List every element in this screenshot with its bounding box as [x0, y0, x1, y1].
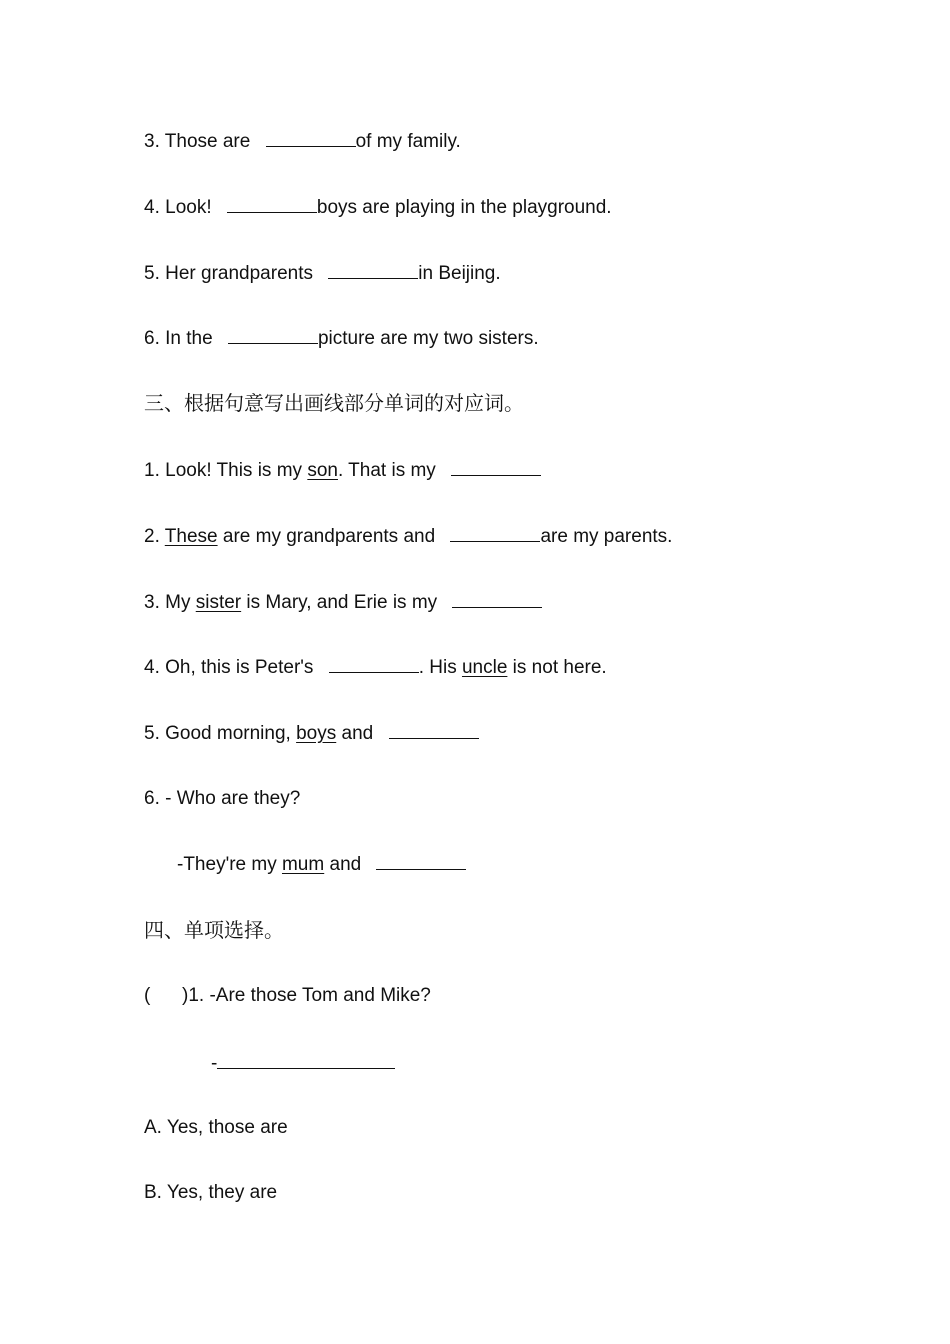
- underlined-word: son: [307, 460, 338, 481]
- underlined-word: These: [164, 526, 218, 547]
- underlined-word: mum: [281, 854, 325, 875]
- question-text: -They're my: [177, 854, 282, 875]
- underlined-word: uncle: [461, 657, 508, 678]
- question-text: . That is my: [337, 460, 442, 481]
- question-line: [144, 721, 479, 746]
- question-line: [144, 458, 541, 483]
- underlined-word: sister: [195, 592, 242, 613]
- question-text: 4. Look!: [144, 197, 217, 218]
- option-a: A. Yes, those are: [144, 1117, 288, 1138]
- question-line: [144, 326, 539, 351]
- question-text: 6. In the: [144, 328, 218, 349]
- question-line: [177, 852, 466, 877]
- question-line: ( )1. -Are those Tom and Mike?: [144, 985, 431, 1006]
- section-heading: 四、单项选择。: [144, 918, 284, 942]
- section-heading: 三、根据句意写出画线部分单词的对应词。: [144, 391, 524, 415]
- question-line: [144, 655, 607, 680]
- answer-line: [211, 1051, 395, 1076]
- question-line: [144, 129, 461, 154]
- question-text: picture are my two sisters.: [317, 328, 539, 349]
- question-text: 5. Good morning,: [144, 723, 297, 744]
- question-text: 3. Those are: [144, 131, 256, 152]
- answer-blank[interactable]: [376, 852, 466, 870]
- answer-blank[interactable]: [452, 590, 542, 608]
- question-text: 3. My: [144, 592, 196, 613]
- question-text: are my parents.: [540, 526, 673, 547]
- question-text: in Beijing.: [418, 263, 501, 284]
- answer-blank[interactable]: [217, 1051, 395, 1069]
- answer-blank[interactable]: [266, 129, 356, 147]
- answer-prefix: -: [211, 1053, 218, 1074]
- answer-blank[interactable]: [328, 261, 418, 279]
- answer-blank[interactable]: [451, 458, 541, 476]
- answer-blank[interactable]: [450, 524, 540, 542]
- question-text: boys are playing in the playground.: [316, 197, 612, 218]
- question-text: 5. Her grandparents: [144, 263, 319, 284]
- question-text: 4. Oh, this is Peter's: [144, 657, 319, 678]
- option-b: B. Yes, they are: [144, 1182, 278, 1203]
- answer-blank[interactable]: [228, 326, 318, 344]
- question-text: is Mary, and Erie is my: [241, 592, 443, 613]
- answer-blank[interactable]: [227, 195, 317, 213]
- question-line: [144, 787, 300, 811]
- underlined-word: boys: [296, 723, 337, 744]
- question-text: 1. Look! This is my: [144, 460, 308, 481]
- question-text: is not here.: [507, 657, 607, 678]
- question-text: are my grandparents and: [217, 526, 441, 547]
- question-text: . His: [418, 657, 462, 678]
- question-line: [144, 261, 501, 286]
- question-text: of my family.: [355, 131, 461, 152]
- question-text: and: [336, 723, 379, 744]
- question-text: and: [324, 854, 367, 875]
- question-line: [144, 195, 612, 220]
- answer-blank[interactable]: [329, 655, 419, 673]
- question-line: [144, 590, 542, 615]
- question-line: [144, 524, 672, 549]
- question-text: 2.: [144, 526, 165, 547]
- answer-blank[interactable]: [389, 721, 479, 739]
- question-text: 6. - Who are they?: [144, 788, 301, 809]
